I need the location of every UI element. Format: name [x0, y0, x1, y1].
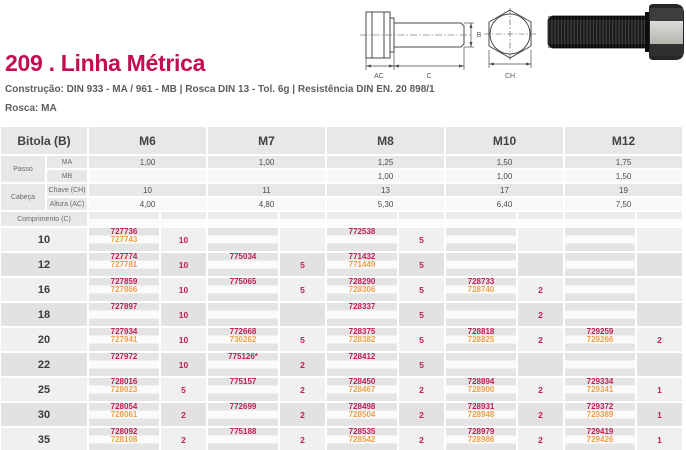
part-number-primary: 728016	[110, 378, 138, 386]
dimension-arrows	[366, 23, 473, 68]
part-number-cell	[565, 428, 635, 450]
spec-value	[89, 170, 206, 182]
quantity-cell: 2	[280, 428, 325, 450]
quantity-cell	[518, 253, 563, 276]
part-number-secondary: 728504	[348, 409, 376, 419]
quantity-cell: 1	[637, 378, 682, 401]
quantity-cell: 5	[280, 278, 325, 301]
quantity-cell: 2	[518, 328, 563, 351]
size-header-m8: M8	[327, 127, 444, 154]
quantity-cell: 1	[637, 428, 682, 450]
part-number-primary	[565, 353, 635, 361]
part-number-cell	[327, 278, 397, 301]
spec-value: 4,00	[89, 198, 206, 210]
part-number-cell	[89, 403, 159, 426]
part-number-primary	[446, 253, 516, 261]
length-cell: 30	[1, 403, 87, 426]
part-number-secondary: 771449	[348, 259, 376, 269]
part-number-secondary	[208, 436, 278, 444]
part-number-cell	[446, 303, 516, 326]
thread-type-label: Rosca: MA	[5, 103, 57, 114]
quantity-cell: 5	[399, 278, 444, 301]
part-number-secondary: 728948	[467, 409, 495, 419]
quantity-cell	[518, 353, 563, 376]
spec-row-label: MB	[47, 170, 87, 182]
quantity-cell: 2	[518, 378, 563, 401]
part-number-secondary	[208, 236, 278, 244]
part-number-secondary	[208, 411, 278, 419]
filler-qty-cell	[637, 212, 682, 226]
spec-group-label: Cabeça	[1, 184, 45, 210]
spec-value: 1,00	[327, 170, 444, 182]
part-number-secondary: 727743	[110, 234, 138, 244]
filler-part-cell	[565, 212, 635, 226]
part-number-primary: 728931	[467, 403, 495, 411]
filler-qty-cell	[161, 212, 206, 226]
part-number-primary	[208, 303, 278, 311]
part-number-primary: 727774	[110, 253, 138, 261]
spec-value: 7,50	[565, 198, 682, 210]
part-number-primary	[565, 228, 635, 236]
part-number-secondary	[327, 236, 397, 244]
part-number-cell	[446, 228, 516, 251]
quantity-cell: 2	[280, 378, 325, 401]
metric-line-table	[1, 127, 682, 450]
part-number-primary	[565, 253, 635, 261]
spec-value: 4,80	[208, 198, 325, 210]
part-number-secondary: 729426	[586, 434, 614, 444]
part-number-secondary: 728467	[348, 384, 376, 394]
part-number-primary: 727859	[110, 278, 138, 286]
quantity-cell: 2	[399, 428, 444, 450]
part-number-cell	[327, 253, 397, 276]
part-number-secondary	[565, 236, 635, 244]
quantity-cell: 2	[518, 403, 563, 426]
part-number-cell	[565, 328, 635, 351]
part-number-primary: 729372	[586, 403, 614, 411]
quantity-cell: 10	[161, 228, 206, 251]
length-cell: 12	[1, 253, 87, 276]
spec-row-label: Chave (CH)	[47, 184, 87, 196]
part-number-cell	[208, 403, 278, 426]
part-number-secondary: 728023	[110, 384, 138, 394]
bolt-technical-drawing	[348, 2, 548, 84]
quantity-cell: 1	[637, 403, 682, 426]
part-number-cell	[208, 253, 278, 276]
dim-label-ac: AC	[374, 73, 384, 80]
part-number-primary: 727897	[110, 303, 138, 311]
length-cell: 16	[1, 278, 87, 301]
spec-value: 1,50	[446, 156, 563, 168]
part-number-cell	[89, 303, 159, 326]
length-cell: 18	[1, 303, 87, 326]
part-number-secondary: 728382	[348, 334, 376, 344]
part-number-secondary	[208, 261, 278, 269]
quantity-cell: 10	[161, 328, 206, 351]
part-number-cell	[208, 328, 278, 351]
part-number-secondary	[208, 311, 278, 319]
quantity-cell: 2	[161, 428, 206, 450]
part-number-secondary: 729266	[586, 334, 614, 344]
spec-value: 1,50	[565, 170, 682, 182]
part-number-primary	[208, 228, 278, 236]
bolt-hex-view	[484, 8, 536, 68]
part-number-cell	[327, 353, 397, 376]
size-header-m7: M7	[208, 127, 325, 154]
part-number-primary: 727972	[110, 353, 138, 361]
part-number-primary: 775065	[229, 278, 257, 286]
part-number-primary: 775034	[229, 253, 257, 261]
bolt-side-view	[360, 12, 472, 58]
part-number-primary	[565, 278, 635, 286]
part-number-cell	[208, 278, 278, 301]
quantity-cell: 2	[280, 353, 325, 376]
bolt-photo	[544, 0, 686, 66]
part-number-secondary: 729341	[586, 384, 614, 394]
part-number-cell	[446, 253, 516, 276]
part-number-cell	[446, 378, 516, 401]
quantity-cell: 2	[637, 328, 682, 351]
part-number-secondary	[208, 286, 278, 294]
table-corner-header: Bitola (B)	[1, 127, 87, 154]
quantity-cell	[518, 228, 563, 251]
part-number-primary	[565, 303, 635, 311]
part-number-cell	[565, 353, 635, 376]
part-number-secondary: 728306	[348, 284, 376, 294]
part-number-primary: 728375	[348, 328, 376, 336]
part-number-primary: 729259	[586, 328, 614, 336]
spec-row-label: Altura (AC)	[47, 198, 87, 210]
part-number-primary: 729419	[586, 428, 614, 436]
part-number-primary: 728290	[348, 278, 376, 286]
part-number-cell	[89, 353, 159, 376]
spec-value: 10	[89, 184, 206, 196]
part-number-primary: 728535	[348, 428, 376, 436]
part-number-secondary: 727941	[110, 334, 138, 344]
part-number-secondary	[89, 311, 159, 319]
part-number-secondary	[327, 311, 397, 319]
part-number-cell	[89, 228, 159, 251]
part-number-primary: 775188	[229, 428, 257, 436]
quantity-cell	[637, 228, 682, 251]
filler-qty-cell	[518, 212, 563, 226]
part-number-cell	[208, 353, 278, 376]
part-number-primary: 728092	[110, 428, 138, 436]
part-number-cell	[89, 328, 159, 351]
spec-value: 17	[446, 184, 563, 196]
filler-qty-cell	[280, 212, 325, 226]
part-number-cell	[208, 428, 278, 450]
page-title: 209 . Linha Métrica	[5, 50, 206, 76]
part-number-primary: 728498	[348, 403, 376, 411]
quantity-cell: 2	[399, 403, 444, 426]
spec-value	[208, 170, 325, 182]
quantity-cell	[637, 353, 682, 376]
part-number-cell	[565, 253, 635, 276]
part-number-primary: 728894	[467, 378, 495, 386]
part-number-secondary	[208, 386, 278, 394]
quantity-cell	[280, 303, 325, 326]
part-number-primary: 728733	[467, 278, 495, 286]
filler-part-cell	[208, 212, 278, 226]
quantity-cell: 5	[399, 228, 444, 251]
part-number-cell	[327, 228, 397, 251]
quantity-cell	[637, 278, 682, 301]
part-number-primary: 728054	[110, 403, 138, 411]
part-number-cell	[89, 253, 159, 276]
part-number-cell	[327, 328, 397, 351]
spec-value: 1,00	[208, 156, 325, 168]
quantity-cell: 5	[399, 353, 444, 376]
spec-value: 13	[327, 184, 444, 196]
part-number-secondary: 727781	[110, 259, 138, 269]
spec-value: 1,25	[327, 156, 444, 168]
part-number-secondary: 728986	[467, 434, 495, 444]
quantity-cell: 5	[280, 253, 325, 276]
spec-row-label: MA	[47, 156, 87, 168]
filler-part-cell	[327, 212, 397, 226]
length-cell: 22	[1, 353, 87, 376]
filler-part-cell	[446, 212, 516, 226]
part-number-secondary: 728542	[348, 434, 376, 444]
part-number-cell	[208, 378, 278, 401]
quantity-cell	[637, 253, 682, 276]
part-number-cell	[89, 428, 159, 450]
part-number-secondary	[565, 286, 635, 294]
part-number-primary: 727736	[110, 228, 138, 236]
quantity-cell	[637, 303, 682, 326]
part-number-secondary	[446, 361, 516, 369]
part-number-primary: 772538	[348, 228, 376, 236]
length-cell: 35	[1, 428, 87, 450]
dim-label-b: B	[476, 32, 482, 39]
part-number-secondary	[565, 361, 635, 369]
quantity-cell: 2	[518, 278, 563, 301]
part-number-cell	[565, 303, 635, 326]
quantity-cell: 5	[399, 303, 444, 326]
quantity-cell: 10	[161, 303, 206, 326]
spec-value: 1,00	[446, 170, 563, 182]
spec-value: 1,00	[89, 156, 206, 168]
spec-value: 19	[565, 184, 682, 196]
part-number-cell	[208, 228, 278, 251]
quantity-cell: 5	[399, 328, 444, 351]
part-number-secondary: 730262	[229, 334, 257, 344]
part-number-secondary: 728061	[110, 409, 138, 419]
part-number-cell	[327, 378, 397, 401]
part-number-primary: 772699	[229, 403, 257, 411]
part-number-cell	[446, 403, 516, 426]
length-cell: 25	[1, 378, 87, 401]
part-number-primary: 775126*	[228, 353, 258, 361]
spec-value: 11	[208, 184, 325, 196]
dim-label-ch: CH	[504, 73, 516, 80]
part-number-primary: 728818	[467, 328, 495, 336]
part-number-secondary: 728900	[467, 384, 495, 394]
quantity-cell: 2	[518, 303, 563, 326]
part-number-secondary	[89, 361, 159, 369]
part-number-cell	[446, 428, 516, 450]
construction-spec-line: Construção: DIN 933 - MA / 961 - MB | Rosca DIN 13 - Tol. 6g | Resistência DIN EN. 20 898/1	[5, 84, 435, 95]
dim-label-c: C	[426, 73, 432, 80]
part-number-primary: 772668	[229, 328, 257, 336]
spec-value: 6,40	[446, 198, 563, 210]
part-number-primary	[446, 228, 516, 236]
part-number-cell	[327, 403, 397, 426]
quantity-cell: 2	[518, 428, 563, 450]
length-column-header: Comprimento (C)	[1, 212, 87, 226]
part-number-cell	[89, 278, 159, 301]
part-number-primary: 728412	[348, 353, 376, 361]
part-number-secondary	[565, 311, 635, 319]
part-number-secondary: 727866	[110, 284, 138, 294]
part-number-cell	[327, 303, 397, 326]
size-header-m10: M10	[446, 127, 563, 154]
spec-value: 5,30	[327, 198, 444, 210]
part-number-secondary	[208, 361, 278, 369]
part-number-primary: 727934	[110, 328, 138, 336]
part-number-secondary: 729389	[586, 409, 614, 419]
filler-part-cell	[89, 212, 159, 226]
part-number-primary: 729334	[586, 378, 614, 386]
part-number-cell	[565, 228, 635, 251]
part-number-secondary: 728740	[467, 284, 495, 294]
part-number-primary: 775157	[229, 378, 257, 386]
spec-value: 1,75	[565, 156, 682, 168]
part-number-primary: 728337	[348, 303, 376, 311]
part-number-secondary: 728825	[467, 334, 495, 344]
filler-qty-cell	[399, 212, 444, 226]
part-number-primary: 728979	[467, 428, 495, 436]
size-header-m6: M6	[89, 127, 206, 154]
part-number-cell	[565, 378, 635, 401]
part-number-primary	[446, 303, 516, 311]
part-number-cell	[208, 303, 278, 326]
part-number-secondary	[446, 236, 516, 244]
part-number-secondary	[565, 261, 635, 269]
quantity-cell	[280, 228, 325, 251]
quantity-cell: 2	[280, 403, 325, 426]
quantity-cell: 10	[161, 253, 206, 276]
part-number-secondary: 728108	[110, 434, 138, 444]
part-number-cell	[89, 378, 159, 401]
spec-group-label: Passo	[1, 156, 45, 182]
part-number-cell	[446, 278, 516, 301]
quantity-cell: 5	[399, 253, 444, 276]
quantity-cell: 2	[161, 403, 206, 426]
length-cell: 20	[1, 328, 87, 351]
quantity-cell: 10	[161, 353, 206, 376]
quantity-cell: 2	[399, 378, 444, 401]
quantity-cell: 10	[161, 278, 206, 301]
part-number-primary	[446, 353, 516, 361]
part-number-secondary	[446, 311, 516, 319]
part-number-primary: 771432	[348, 253, 376, 261]
part-number-cell	[446, 353, 516, 376]
part-number-secondary	[446, 261, 516, 269]
quantity-cell: 5	[280, 328, 325, 351]
part-number-cell	[565, 403, 635, 426]
length-cell: 10	[1, 228, 87, 251]
part-number-secondary	[327, 361, 397, 369]
size-header-m12: M12	[565, 127, 682, 154]
quantity-cell: 5	[161, 378, 206, 401]
part-number-cell	[565, 278, 635, 301]
part-number-cell	[327, 428, 397, 450]
part-number-primary: 728450	[348, 378, 376, 386]
part-number-cell	[446, 328, 516, 351]
